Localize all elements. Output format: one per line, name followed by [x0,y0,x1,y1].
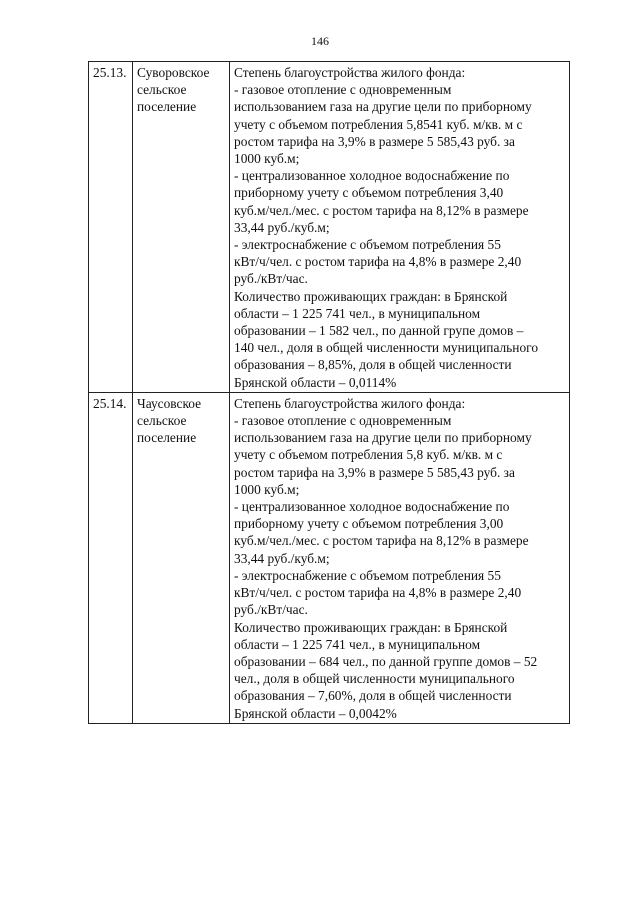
description-cell [230,392,570,723]
row-number: 25.13. [93,65,127,80]
row-number: 25.14. [93,395,127,411]
description-line: области – 1 225 741 чел., в муниципальном [234,636,481,652]
description-line: руб./кВт/час. [234,602,308,618]
settlement-name-line: Суворовское [137,65,210,80]
description-line: образования – 7,60%, доля в общей численности [234,688,512,704]
settlement-name-line: поселение [137,99,197,115]
settlement-name-cell [133,392,230,723]
description-line: - электроснабжение с объемом потребления 55 [234,237,501,253]
description-line: 1000 куб.м; [234,151,300,167]
description-line: 1000 куб.м; [234,481,300,497]
description-line: - электроснабжение с объемом потребления 55 [234,567,501,583]
settlement-name-line: Чаусовское [137,395,202,411]
description-line: образовании – 1 582 чел., по данной групе домов – [234,323,524,339]
settlement-name-line: сельское [137,413,187,429]
description-line: приборному учету с объемом потребления 3,00 [234,516,504,532]
description-line: кВт/ч/чел. с ростом тарифа на 4,8% в размере 2,40 [234,254,522,270]
row-number-cell [89,62,133,393]
description-line: куб.м/чел./мес. с ростом тарифа на 8,12% в размере [234,202,529,218]
table-body [89,62,570,724]
description-line: ростом тарифа на 3,9% в размере 5 585,43 руб. за [234,464,515,480]
description-line: Степень благоустройства жилого фонда: [234,395,466,411]
table-row [89,62,570,393]
description-line: Количество проживающих граждан: в Брянской [234,619,508,635]
table-row [89,392,570,723]
settlement-name-cell [133,62,230,393]
description-line: 33,44 руб./куб.м; [234,219,330,235]
description-line: образовании – 684 чел., по данной группе домов – 52 [234,653,538,669]
description-line: образования – 8,85%, доля в общей численности [234,357,512,373]
description-line: приборному учету с объемом потребления 3,40 [234,185,504,201]
description-line: - централизованное холодное водоснабжение по [234,168,510,184]
description-line: учету с объемом потребления 5,8 куб. м/кв. м с [234,447,503,463]
description-line: учету с объемом потребления 5,8541 куб. м/кв. м с [234,116,523,132]
description-line: - централизованное холодное водоснабжение по [234,499,510,515]
description-line: использованием газа на другие цели по приборному [234,430,532,446]
description-line: 140 чел., доля в общей численности муниципального [234,340,539,356]
description-line: - газовое отопление с одновременным [234,413,452,429]
description-line: куб.м/чел./мес. с ростом тарифа на 8,12% в размере [234,533,529,549]
description-line: - газовое отопление с одновременным [234,82,452,98]
description-line: области – 1 225 741 чел., в муниципальном [234,305,481,321]
page-number: 146 [311,34,329,48]
settlement-name-line: поселение [137,430,197,446]
description-line: Брянской области – 0,0114% [234,374,397,390]
description-cell [230,62,570,393]
settlement-name-line: сельское [137,82,187,98]
settlements-table [88,61,570,724]
row-number-cell [89,392,133,723]
description-line: чел., доля в общей численности муниципального [234,671,515,687]
description-line: Брянской области – 0,0042% [234,705,397,721]
description-line: руб./кВт/час. [234,271,308,287]
description-line: Количество проживающих граждан: в Брянской [234,288,508,304]
description-line: Степень благоустройства жилого фонда: [234,65,466,80]
description-line: ростом тарифа на 3,9% в размере 5 585,43 руб. за [234,133,515,149]
description-line: кВт/ч/чел. с ростом тарифа на 4,8% в размере 2,40 [234,585,522,601]
description-line: использованием газа на другие цели по приборному [234,99,532,115]
description-line: 33,44 руб./куб.м; [234,550,330,566]
